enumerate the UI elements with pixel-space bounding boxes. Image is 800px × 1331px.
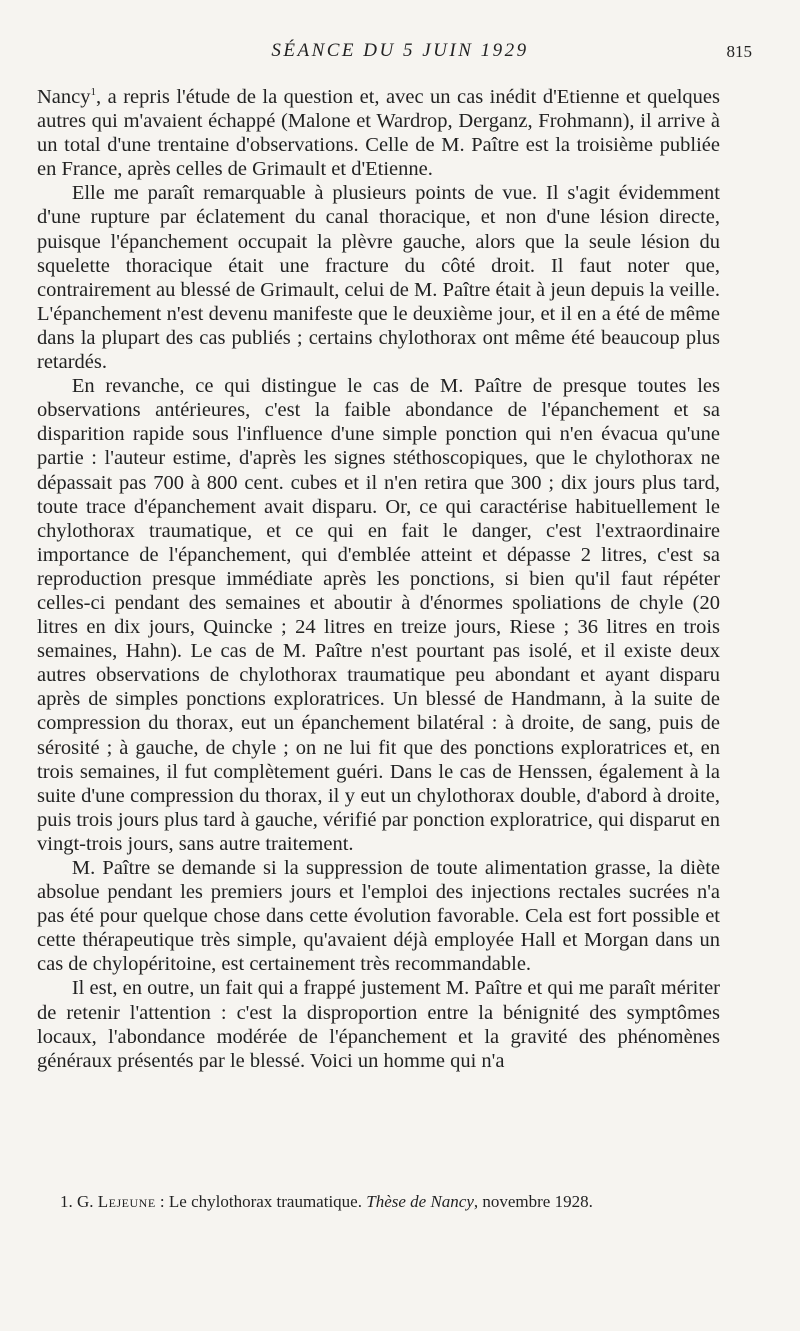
footnote-reference[interactable]: 1 — [90, 86, 97, 99]
footnote-separator: : — [155, 1192, 169, 1211]
running-head: SÉANCE DU 5 JUIN 1929 — [271, 40, 529, 61]
footnote-title: Le chylothorax traumatique. — [168, 1192, 362, 1211]
body-text — [37, 85, 720, 1073]
page-header — [38, 40, 762, 64]
paragraph-1 — [37, 85, 720, 181]
footnote-author-initial: G. — [77, 1192, 94, 1211]
paragraph-2: Elle me paraît remarquable à plusieurs points de vue. Il s'agit évidemment d'une rupture par éclatement du canal thoracique, et non d'une lésion directe, puisque l'épanchement occupait la plèvre gauche, alors que la seule lésion du squelette thoracique était une fracture du côté droit. Il faut noter que, contrairement au blessé de Grimault, celui de M. Paître était à jeun depuis la veille. L'épanchement n'est devenu manifeste que le deuxième jour, et il en a été de même dans la plupart des cas publiés ; certains chylothorax ont même été beaucoup plus retardés. — [37, 182, 720, 374]
paragraph-4: M. Paître se demande si la suppression de toute alimentation grasse, la diète absolue pendant les premiers jours et l'emploi des injections rectales sucrées n'a pas été pour quelque chose dans cette évolution favorable. Cela est fort possible et cette thérapeutique très simple, qu'avaient déjà employée Hall et Morgan dans un cas de chylopéritoine, est certainement très recommandable. — [37, 857, 720, 976]
paragraph-1-text: , a repris l'étude de la question et, avec un cas inédit d'Etienne et quelques autres qui m'avaient échappé (Malone et Wardrop, Derganz, Frohmann), il arrive à un total d'une trentaine d'observations. Celle de M. Paître est la troisième publiée en France, après celles de Grimault et d'Etienne. — [37, 86, 720, 181]
footnote-number: 1. — [60, 1192, 73, 1211]
footnote-publication: Thèse de Nancy — [366, 1192, 474, 1211]
paragraph-1-start: Nancy — [37, 86, 91, 108]
paragraph-5: Il est, en outre, un fait qui a frappé justement M. Paître et qui me paraît mériter de retenir l'attention : c'est la disproportion entre la bénignité des symptômes locaux, l'abondance modérée de l'épanchement et la gravité des phénomènes généraux présentés par le blessé. Voici un homme qui n'a — [37, 977, 720, 1072]
footnote-date: , novembre 1928. — [473, 1192, 593, 1211]
page-number: 815 — [726, 42, 752, 61]
footnote-author-name: Lejeune — [97, 1192, 156, 1211]
paragraph-3: En revanche, ce qui distingue le cas de M. Paître de presque toutes les observations antérieures, c'est la faible abondance de l'épanchement et sa disparition rapide sous l'influence d'une simple ponction qui n'en évacua qu'une partie : l'auteur estime, d'après les signes stéthoscopiques, que le chylothorax ne dépassait pas 700 à 800 cent. cubes et il n'en retira que 300 ; dix jours plus tard, toute trace d'épanchement avait disparu. Or, ce qui caractérise habituellement le chylothorax traumatique, et ce qui en fait le danger, c'est l'extraordinaire importance de l'épanchement, qui d'emblée atteint et dépasse 2 litres, c'est sa reproduction presque immédiate après les ponctions, si bien qu'il faut répéter celles-ci pendant des semaines et aboutir à d'énormes spoliations de chyle (20 litres en dix jours, Quincke ; 24 litres en treize jours, Riese ; 36 litres en trois semaines, Hahn). Le cas de M. Paître n'est pourtant pas isolé, et il existe deux autres observations de chylothorax traumatique peu abondant et ayant disparu après de simples ponctions exploratrices. Un blessé de Handmann, à la suite de compression du thorax, eut un épanchement bilatéral : à droite, de sang, puis de sérosité ; à gauche, de chyle ; on ne lui fit que des ponctions exploratrices et, en trois semaines, il fut complètement guéri. Dans le cas de Henssen, également à la suite d'une compression du thorax, il y eut un chylothorax double, d'abord à droite, puis trois jours plus tard à gauche, vérifié par ponction exploratrice, qui disparut en vingt-trois jours, sans autre traitement. — [37, 375, 720, 855]
footnote — [60, 1191, 720, 1213]
